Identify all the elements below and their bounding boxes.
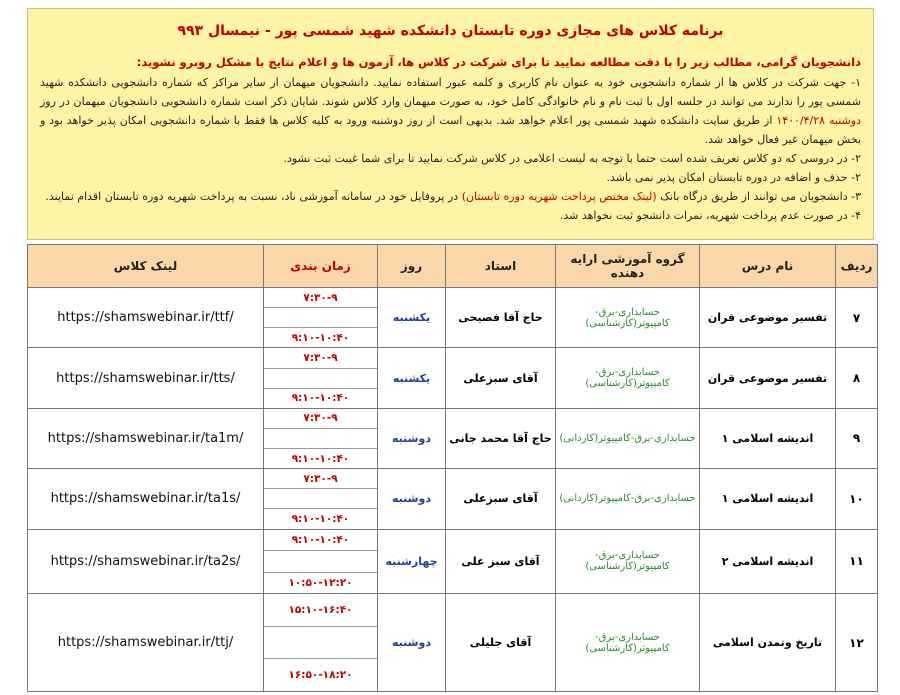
class-day: یکشنبه — [378, 288, 446, 348]
class-link[interactable]: https://shamswebinar.ir/ttj/ — [28, 594, 264, 692]
course-name: تفسیر موضوعی قران — [700, 288, 836, 348]
header-course: نام درس — [700, 245, 836, 288]
course-name: اندیشه اسلامی ۱ — [700, 469, 836, 529]
course-group: حسابداری-برق-کامپیوتر(کاردانی) — [556, 469, 700, 529]
time-slot — [264, 627, 377, 660]
table-row — [28, 348, 878, 408]
time-slots — [264, 288, 378, 348]
class-link[interactable]: https://shamswebinar.ir/ta1s/ — [28, 469, 264, 529]
time-slot: ۱۶:۵۰-۱۸:۲۰ — [288, 669, 353, 682]
time-slots — [264, 529, 378, 594]
notice-paragraph-1 — [40, 73, 861, 149]
time-slot: ۷:۳۰-۹ — [264, 469, 377, 489]
notice-p1-day: دوشنبه — [829, 114, 861, 127]
notice-p4-text-b: در پروفایل خود در سامانه آموزشی ناد، نسبت به پرداخت شهریه دوره تابستان اقدام نمایند. — [45, 190, 459, 203]
class-link[interactable]: https://shamswebinar.ir/ta2s/ — [28, 529, 264, 594]
notice-title: برنامه کلاس های مجازی دوره تابستان دانشکده شهید شمسی پور - نیمسال ۹۹۳ — [177, 23, 724, 39]
time-slot: ۹:۱۰-۱۰:۴۰ — [264, 530, 377, 552]
course-group: حسابداری-برق-کامپیوتر(کارشناسی) — [556, 529, 700, 594]
teacher-name: آقای جلیلی — [446, 594, 556, 692]
header-teacher: استاد — [446, 245, 556, 288]
time-slot: ۹:۱۰-۱۰:۴۰ — [291, 331, 350, 344]
class-day: دوشنبه — [378, 408, 446, 468]
course-group: حسابداری-برق-کامپیوتر(کاردانی) — [556, 408, 700, 468]
time-slot — [264, 369, 377, 389]
time-slot: ۹:۱۰-۱۰:۴۰ — [291, 392, 350, 405]
course-group: حسابداری-برق-کامپیوتر(کارشناسی) — [556, 288, 700, 348]
course-name: اندیشه اسلامی ۲ — [700, 529, 836, 594]
class-day: دوشنبه — [378, 594, 446, 692]
row-number: ۱۰ — [836, 469, 878, 529]
time-slots — [264, 348, 378, 408]
table-row — [28, 408, 878, 468]
header-row-number: ردیف — [836, 245, 878, 288]
teacher-name: آقای سبز علی — [446, 529, 556, 594]
time-slots — [264, 594, 378, 692]
row-number: ۹ — [836, 408, 878, 468]
time-slot: ۱۰:۵۰-۱۲:۲۰ — [288, 576, 353, 589]
table-row — [28, 594, 878, 692]
course-group: حسابداری-برق-کامپیوتر(کارشناسی) — [556, 348, 700, 408]
time-slot — [264, 308, 377, 328]
time-slot — [264, 551, 377, 573]
teacher-name: حاج آقا محمد جانی — [446, 408, 556, 468]
teacher-name: حاج آقا فصیحی — [446, 288, 556, 348]
notice-box — [27, 8, 874, 240]
notice-p1-date: ۱۴۰۰/۴/۲۸ — [776, 114, 826, 127]
teacher-name: آقای سبزعلی — [446, 348, 556, 408]
notice-paragraph-3: ۲- حذف و اضافه در دوره تابستان امکان پذیر نمی باشد. — [606, 171, 861, 184]
notice-p4-text-a: ۳- دانشجویان می توانند از طریق درگاه بانک — [660, 190, 861, 203]
notice-lead: دانشجویان گرامی، مطالب زیر را با دقت مطالعه نمایید تا برای شرکت در کلاس ها، آزمون ها و اعلام نتایج با مشکل روبرو نشوید: — [136, 55, 861, 69]
time-slot: ۷:۳۰-۹ — [264, 288, 377, 308]
header-day: روز — [378, 245, 446, 288]
class-link[interactable]: https://shamswebinar.ir/ttf/ — [28, 288, 264, 348]
course-group: حسابداری-برق-کامپیوتر(کارشناسی) — [556, 594, 700, 692]
class-link[interactable]: https://shamswebinar.ir/tts/ — [28, 348, 264, 408]
table-row — [28, 288, 878, 348]
time-slots — [264, 469, 378, 529]
notice-p1-text-b: از طریق سایت دانشکده شهید شمسی پور اعلام خواهد شد. بدیهی است از روز دوشنبه ورود به کلیه کلاس ها فقط با شماره دانشجویی امکان پذیر خواهد بود و بخش میهمان غیر فعال خواهد شد. — [40, 114, 861, 146]
time-slot: ۹:۱۰-۱۰:۴۰ — [291, 452, 350, 465]
table-header-row — [28, 245, 878, 288]
row-number: ۸ — [836, 348, 878, 408]
header-time: زمان بندی — [264, 245, 378, 288]
schedule-table — [27, 244, 878, 692]
time-slot: ۱۵:۱۰-۱۶:۴۰ — [264, 594, 377, 627]
row-number: ۱۲ — [836, 594, 878, 692]
table-row — [28, 469, 878, 529]
class-day: دوشنبه — [378, 469, 446, 529]
notice-p1-text-a: ۱- جهت شرکت در کلاس ها از شماره دانشجویی خود به عنوان نام کاربری و کلمه عبور استفاده نمایید. دانشجویان میهمان از سایر مراکز که شماره دانشجویی دانشکده شهید شمسی پور را ندارند می توانند در جلسه اول با ثبت نام و نام خانوادگی کامل خود، به صورت میهمان وارد کلاس شوند. شایان ذکر است شماره دانشجویی دانشجویان میهمان در روز — [40, 76, 861, 108]
teacher-name: آقای سبزعلی — [446, 469, 556, 529]
notice-paragraph-2: ۲- در دروسی که دو کلاس تعریف شده است حتما با توجه به لیست اعلامی در کلاس شرکت نمایید تا برای شما غیبت ثبت نشود. — [283, 152, 861, 165]
course-name: اندیشه اسلامی ۱ — [700, 408, 836, 468]
notice-paragraph-4 — [40, 187, 861, 206]
time-slot — [264, 489, 377, 509]
class-day: چهارشنبه — [378, 529, 446, 594]
class-link[interactable]: https://shamswebinar.ir/ta1m/ — [28, 408, 264, 468]
notice-paragraph-5: ۴- در صورت عدم پرداخت شهریه، نمرات دانشجو ثبت نخواهد شد. — [559, 209, 861, 222]
table-row — [28, 529, 878, 594]
row-number: ۷ — [836, 288, 878, 348]
time-slot — [264, 429, 377, 449]
course-name: تاریخ وتمدن اسلامی — [700, 594, 836, 692]
time-slot: ۷:۳۰-۹ — [264, 409, 377, 429]
row-number: ۱۱ — [836, 529, 878, 594]
course-name: تفسیر موضوعی قران — [700, 348, 836, 408]
header-link: لینک کلاس — [28, 245, 264, 288]
time-slot: ۷:۳۰-۹ — [264, 348, 377, 368]
class-day: یکشنبه — [378, 348, 446, 408]
header-group: گروه آموزشی ارایه دهنده — [556, 245, 700, 288]
time-slot: ۹:۱۰-۱۰:۴۰ — [291, 512, 350, 525]
payment-link[interactable]: (لینک مختص پرداخت شهریه دوره تابستان) — [461, 190, 657, 203]
time-slots — [264, 408, 378, 468]
